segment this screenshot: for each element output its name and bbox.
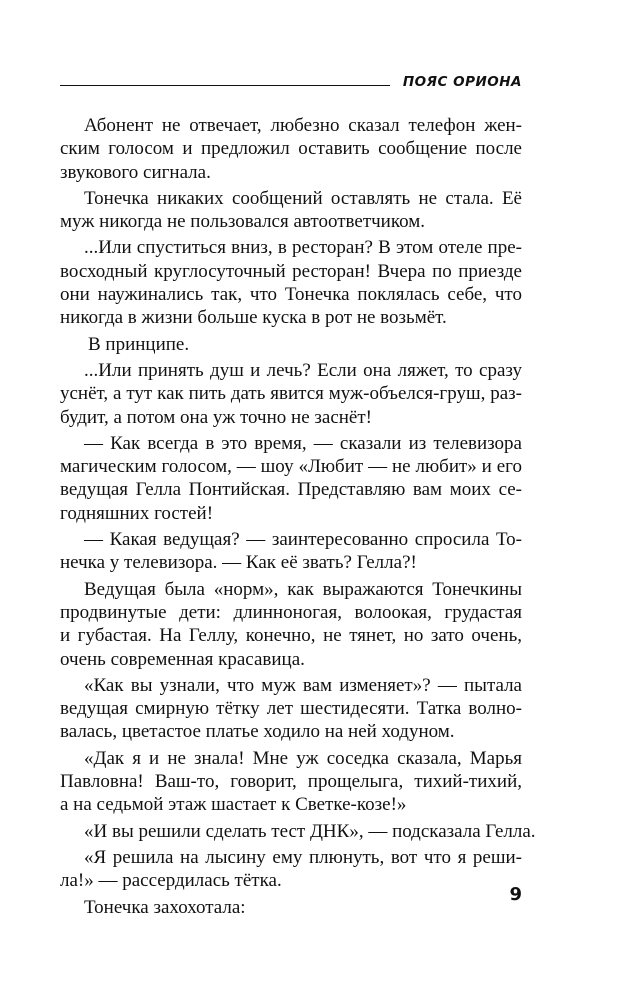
text-line: никогда в жизни больше куска в рот не возьмёт. <box>60 307 447 329</box>
text-line: Павловна! Ваш-то, говорит, прощелыга, тихий-тихий, <box>60 771 522 793</box>
text-line: и губастая. На Геллу, конечно, не тянет, но зато очень, <box>60 625 522 647</box>
paragraph <box>60 114 522 184</box>
paragraph <box>60 747 522 817</box>
text-line: продвинутые дети: длинноногая, волоокая, грудастая <box>60 601 522 623</box>
text-line: нечка у телевизора. — Как её звать? Гелла?! <box>60 552 417 574</box>
text-line: ским голосом и предложил оставить сообщение после <box>60 138 522 160</box>
text-line: звукового сигнала. <box>60 161 211 183</box>
text-line: ...Или принять душ и лечь? Если она ляжет, то сразу <box>84 359 522 381</box>
paragraph <box>60 333 522 356</box>
paragraph <box>60 187 522 234</box>
text-line: ...Или спуститься вниз, в ресторан? В этом отеле пре- <box>84 237 522 259</box>
paragraph <box>60 674 522 744</box>
text-line: «Дак я и не знала! Мне уж соседка сказала, Марья <box>84 747 522 769</box>
paragraph <box>60 846 522 893</box>
text-line: В принципе. <box>88 333 190 355</box>
text-line: они наужинались так, что Тонечка поклялась себе, что <box>60 284 522 306</box>
text-line: «И вы решили сделать тест ДНК», — подсказала Гелла. <box>84 820 536 842</box>
paragraph <box>60 896 522 919</box>
text-line: а на седьмой этаж шастает к Светке-козе!» <box>60 794 407 816</box>
page-number: 9 <box>509 884 522 905</box>
text-line: Тонечка никаких сообщений оставлять не стала. Её <box>84 187 522 209</box>
paragraph <box>60 820 536 843</box>
paragraph <box>60 578 522 671</box>
paragraph <box>60 528 522 575</box>
paragraph <box>60 432 522 525</box>
text-line: магическим голосом, — шоу «Любит — не любит» и его <box>60 456 522 478</box>
text-line: ведущая смирную тётку лет шестидесяти. Татка волно- <box>60 698 522 720</box>
text-line: ла!» — рассердилась тётка. <box>60 870 282 892</box>
running-header <box>60 72 522 98</box>
text-line: очень современная красавица. <box>60 648 305 670</box>
text-line: — Какая ведущая? — заинтересованно спросила То- <box>84 529 522 551</box>
text-line: Ведущая была «норм», как выражаются Тонечкины <box>84 578 522 600</box>
text-line: будит, а потом она уж точно не заснёт! <box>60 406 372 428</box>
text-line: восходный круглосуточный ресторан! Вчера по приезде <box>60 260 522 282</box>
text-line: — Как всегда в это время, — сказали из телевизора <box>84 432 522 454</box>
header-rule <box>60 85 390 86</box>
body-text <box>60 114 536 922</box>
text-line: «Я решила на лысину ему плюнуть, вот что я реши- <box>84 846 522 868</box>
text-line: валась, цветастое платье ходило на ней ходуном. <box>60 721 455 743</box>
text-line: ведущая Гелла Понтийская. Представляю вам моих се- <box>60 479 522 501</box>
text-line: Абонент не отвечает, любезно сказал телефон жен- <box>84 115 522 136</box>
paragraph <box>60 236 522 329</box>
running-title: ПОЯС ОРИОНА <box>402 74 522 90</box>
paragraph <box>60 359 522 429</box>
text-line: годняшних гостей! <box>60 502 214 524</box>
text-line: Тонечка захохотала: <box>84 896 246 918</box>
text-line: уснёт, а тут как пить дать явится муж-объелся-груш, раз- <box>60 383 522 405</box>
text-line: муж никогда не пользовался автоответчиком. <box>60 211 426 233</box>
text-line: «Как вы узнали, что муж вам изменяет»? — пытала <box>84 674 522 696</box>
